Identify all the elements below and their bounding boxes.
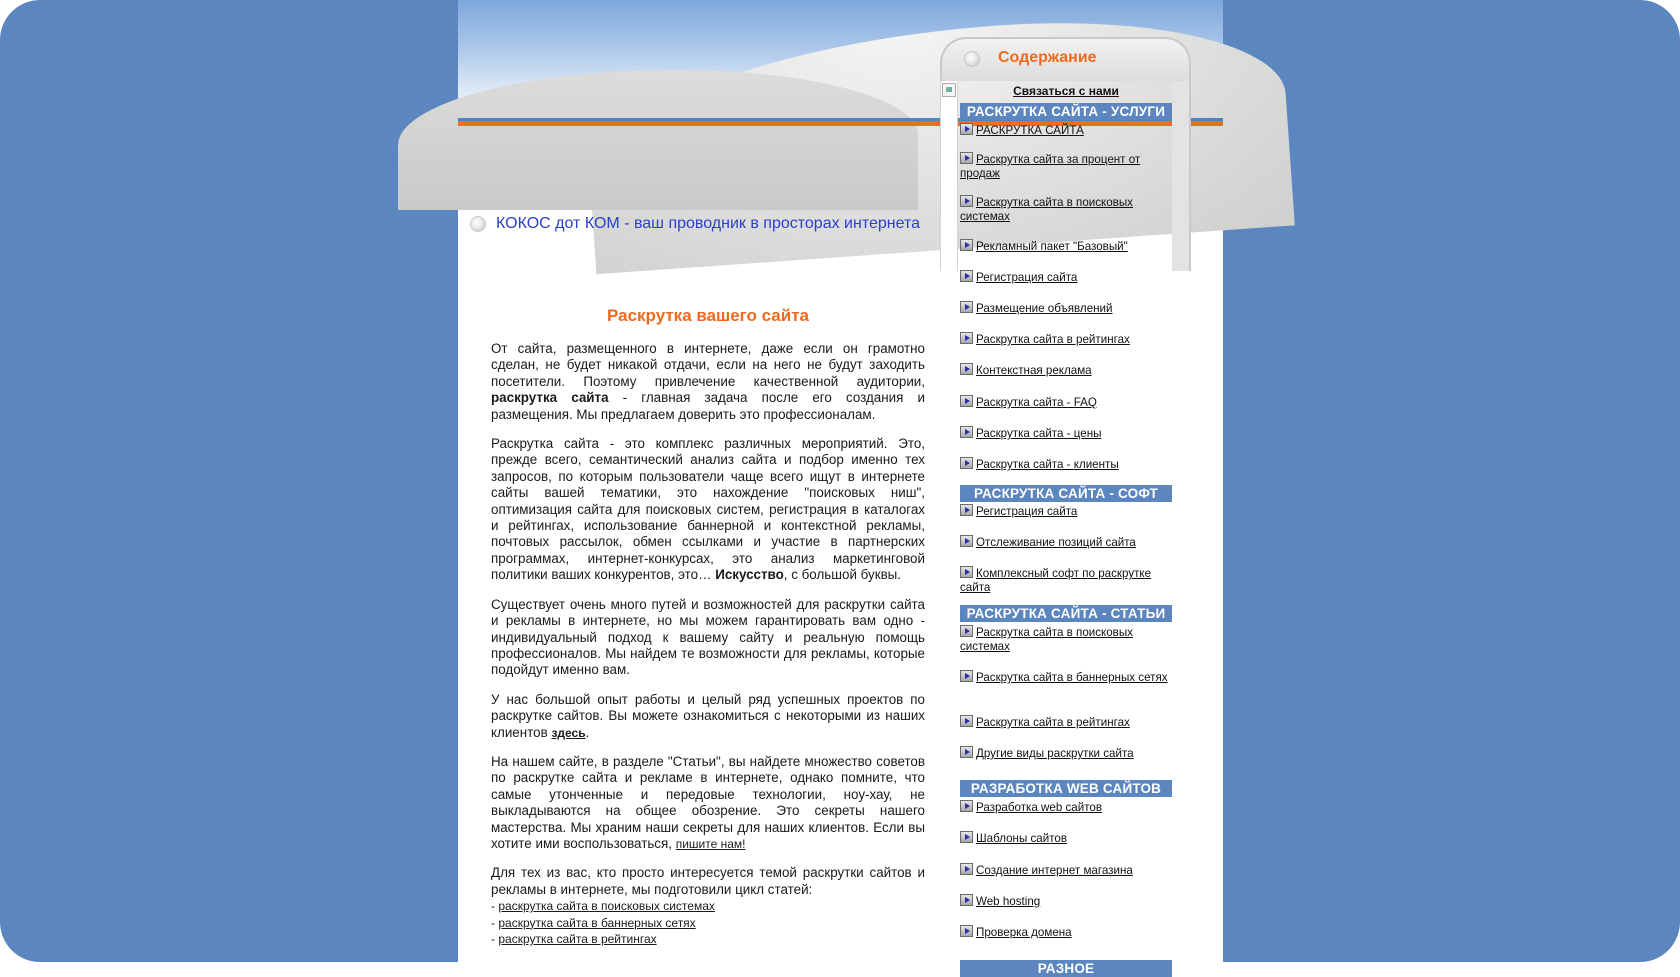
arrow-right-icon <box>960 715 973 727</box>
arrow-right-icon <box>960 457 973 469</box>
sidebar-item[interactable]: Раскрутка сайта в поисковых системах <box>960 196 1133 223</box>
arrow-right-icon <box>960 270 973 282</box>
sidebar-frame-left <box>940 81 958 271</box>
sidebar-item[interactable]: Раскрутка сайта в рейтингах <box>960 715 1172 730</box>
sidebar-item[interactable]: Отслеживание позиций сайта <box>960 535 1172 550</box>
arrow-right-icon <box>960 301 973 313</box>
sidebar-title: Содержание <box>998 49 1097 66</box>
arrow-right-icon <box>960 504 973 516</box>
sidebar-item[interactable]: Комплексный софт по раскрутке сайта <box>960 567 1152 594</box>
arrow-right-icon <box>960 195 973 207</box>
arrow-right-icon <box>960 863 973 875</box>
arrow-right-icon <box>960 800 973 812</box>
contact-us-link[interactable]: пишите нам! <box>675 836 746 851</box>
arrow-right-icon <box>960 625 973 637</box>
list-item: - раскрутка сайта в баннерных сетях <box>491 915 696 930</box>
sidebar-item[interactable]: Контекстная реклама <box>960 363 1172 378</box>
section-header-articles: РАСКРУТКА САЙТА - СТАТЬИ <box>960 605 1172 622</box>
list-item: - раскрутка сайта в рейтингах <box>491 932 657 946</box>
paragraph-5: На нашем сайте, в разделе "Статьи", вы найдете множество советов по раскрутке сайта и рекламе в интернете, однако помните, что самые утонченные и передовые технологии, ноу-хау, не выкладываются на общее обозрение. Это секреты нашего мастерства. Мы храним наши секреты для наших клиентов. Если вы хотите ими воспользоваться, пишите нам! <box>491 753 925 851</box>
paragraph-4: У нас большой опыт работы и целый ряд успешных проектов по раскрутке сайтов. Вы можете ознакомиться с некоторыми из наших клиентов здесь. <box>491 691 925 740</box>
sidebar-item[interactable]: Проверка домена <box>960 925 1172 940</box>
arrow-right-icon <box>960 426 973 438</box>
sidebar-item[interactable]: Раскрутка сайта в поисковых системах <box>960 626 1133 653</box>
main-content <box>491 305 925 947</box>
sidebar-item[interactable]: Создание интернет магазина <box>960 863 1172 878</box>
paragraph-6: Для тех из вас, кто просто интересуется темой раскрутки сайтов и рекламы в интернете, мы подготовили цикл статей: <box>491 865 925 897</box>
arrow-right-icon <box>960 746 973 758</box>
arrow-right-icon <box>960 332 973 344</box>
web-page <box>458 0 1223 976</box>
paragraph-2: Раскрутка сайта - это комплекс различных мероприятий. Это, прежде всего, семантический анализ сайта и подбор именно тех запросов, по которым пользователи чаще всего ищут в интернете сайты вашей тематики, это нахождение "поисковых ниш", оптимизация сайта для поисковых систем, регистрация в каталогах и рейтингах, использование баннерной и контекстной рекламы, почтовых рассылок, обмен ссылками и участие в партнерских программах, интернет-конкурсах, это анализ маркетинговой политики ваших конкурентов, это… Искусство, с большой буквы. <box>491 436 925 583</box>
arrow-right-icon <box>960 363 973 375</box>
bullet-disc-icon <box>470 216 486 232</box>
arrow-right-icon <box>960 670 973 682</box>
section-items <box>960 502 1172 605</box>
site-tagline <box>470 214 920 234</box>
bold-keyword: Искусство <box>715 567 784 583</box>
sidebar-item[interactable]: Раскрутка сайта - FAQ <box>960 395 1172 410</box>
articles-list <box>491 898 925 947</box>
sidebar-item[interactable]: Регистрация сайта <box>960 504 1172 519</box>
sidebar-item[interactable]: РАСКРУТКА САЙТА <box>960 123 1172 138</box>
section-header-services: РАСКРУТКА САЙТА - УСЛУГИ <box>960 103 1172 120</box>
sidebar-item[interactable]: Раскрутка сайта за процент от продаж <box>960 153 1141 180</box>
sidebar-item[interactable]: Раскрутка сайта в рейтингах <box>960 332 1172 347</box>
contact-link[interactable]: Связаться с нами <box>1013 84 1119 98</box>
sidebar-item[interactable]: Разработка web сайтов <box>960 800 1172 815</box>
sidebar-item[interactable]: Шаблоны сайтов <box>960 831 1172 846</box>
sidebar <box>940 0 1223 976</box>
bold-keyword: раскрутка сайта <box>491 390 609 406</box>
sidebar-item[interactable]: Раскрутка сайта - цены <box>960 426 1172 441</box>
sidebar-item[interactable]: Web hosting <box>960 894 1172 909</box>
clients-link[interactable]: здесь <box>551 725 586 740</box>
sidebar-header <box>940 37 1191 81</box>
arrow-right-icon <box>960 535 973 547</box>
section-header-misc: РАЗНОЕ <box>960 960 1172 977</box>
article-link[interactable]: раскрутка сайта в баннерных сетях <box>498 915 696 930</box>
section-header-web-development: РАЗРАБОТКА WEB САЙТОВ <box>960 780 1172 797</box>
article-link[interactable]: раскрутка сайта в рейтингах <box>498 932 657 946</box>
sidebar-item[interactable]: Раскрутка сайта - клиенты <box>960 457 1172 472</box>
broken-image-icon <box>942 83 956 97</box>
arrow-right-icon <box>960 239 973 251</box>
tagline-text: КОКОС дот КОМ - ваш проводник в просторах интернета <box>496 215 921 232</box>
arrow-right-icon <box>960 395 973 407</box>
sidebar-item[interactable]: Рекламный пакет "Базовый" <box>960 239 1172 254</box>
article-link[interactable]: раскрутка сайта в поисковых системах <box>498 899 715 914</box>
paragraph-3: Существует очень много путей и возможностей для раскрутки сайта и рекламы в интернете, но мы можем гарантировать вам одно - индивидуальный подход к вашему сайту и реальную помощь профессионалов. Мы найдем те возможности для рекламы, которые подойдут именно вам. <box>491 596 925 678</box>
arrow-right-icon <box>960 123 973 135</box>
section-header-software: РАСКРУТКА САЙТА - СОФТ <box>960 485 1172 502</box>
sidebar-item[interactable]: Другие виды раскрутки сайта <box>960 746 1172 761</box>
sidebar-item[interactable]: Раскрутка сайта в баннерных сетях <box>960 670 1172 685</box>
section-items <box>960 797 1172 960</box>
sidebar-item[interactable]: Размещение объявлений <box>960 301 1172 316</box>
page-title: Раскрутка вашего сайта <box>607 306 809 325</box>
arrow-right-icon <box>960 566 973 578</box>
arrow-right-icon <box>960 831 973 843</box>
sidebar-frame-right <box>1172 81 1191 271</box>
list-item: - раскрутка сайта в поисковых системах <box>491 899 715 914</box>
paragraph-1: От сайта, размещенного в интернете, даже если он грамотно сделан, не будет никакой отдачи, если на него не будут заходить посетители. Поэтому привлечение качественной аудитории, раскрутка сайта - главная задача после его создания и размещения. Мы предлагаем доверить это профессионалам. <box>491 341 925 422</box>
arrow-right-icon <box>960 894 973 906</box>
sidebar-nav <box>960 103 1172 977</box>
arrow-right-icon <box>960 925 973 937</box>
dune-image-front <box>398 70 918 210</box>
section-items <box>960 622 1172 780</box>
sidebar-item[interactable]: Регистрация сайта <box>960 270 1172 285</box>
arrow-right-icon <box>960 152 973 164</box>
bullet-disc-icon <box>964 51 980 67</box>
section-items <box>960 120 1172 485</box>
